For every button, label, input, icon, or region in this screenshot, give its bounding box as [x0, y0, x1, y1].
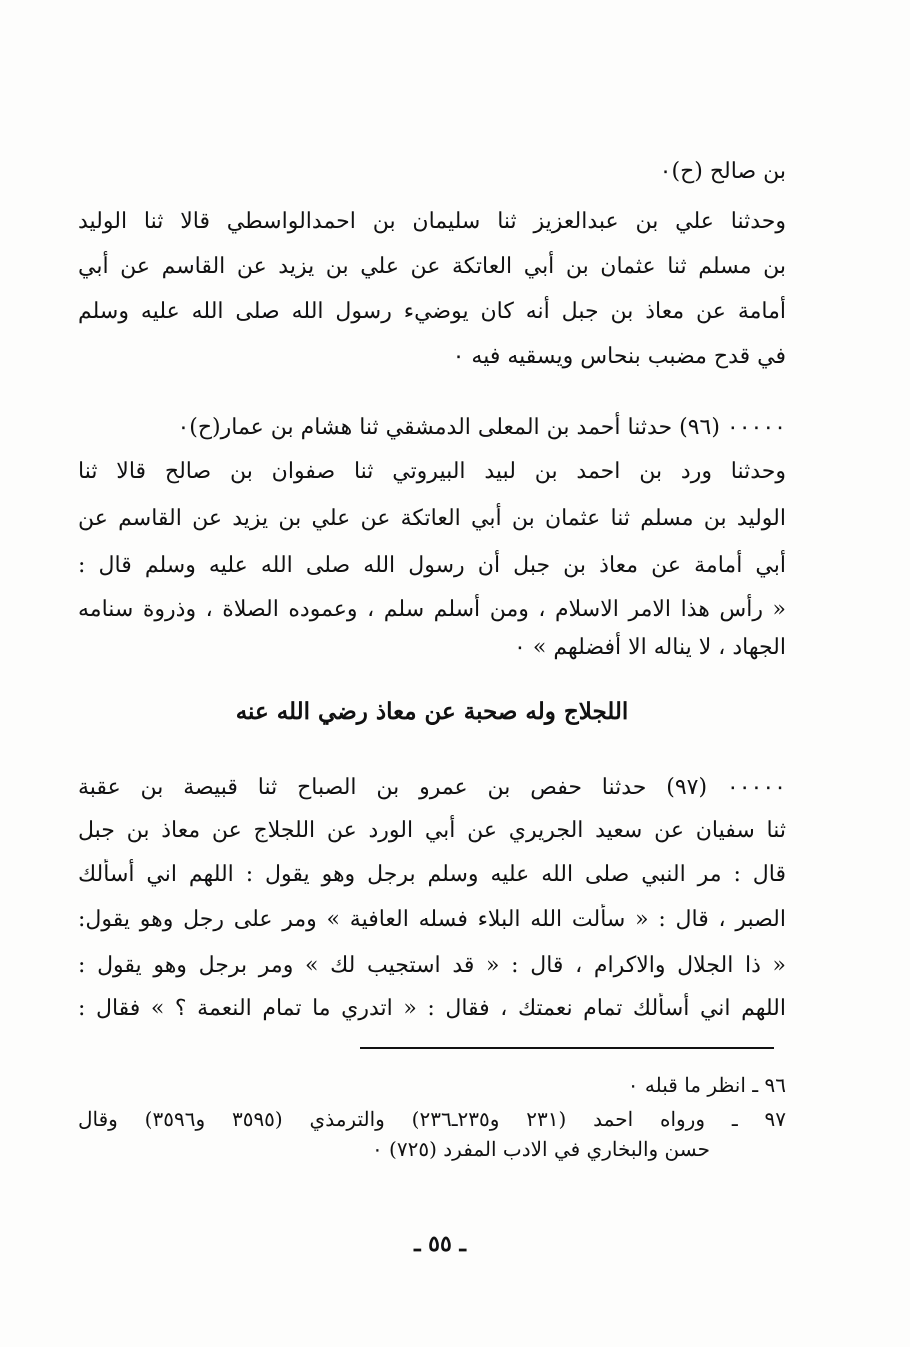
text-line: « رأس هذا الامر الاسلام ، ومن أسلم سلم ، وعموده الصلاة ، وذروة سنامه: [78, 597, 786, 622]
text-line: قال : مر النبي صلى الله عليه وسلم برجل وهو يقول : اللهم اني أسألك: [78, 862, 786, 887]
text-line: ٠٠٠٠٠ (٩٦) حدثنا أحمد بن المعلى الدمشقي ثنا هشام بن عمار(ح)٠: [177, 415, 786, 440]
text-line: في قدح مضبب بنحاس ويسقيه فيه ٠: [452, 344, 786, 369]
text-line: أبي أمامة عن معاذ بن جبل أن رسول الله صلى الله عليه وسلم قال :: [78, 553, 786, 578]
footnote-separator: [360, 1047, 774, 1049]
text-line: أمامة عن معاذ بن جبل أنه كان يوضيء رسول الله صلى الله عليه وسلم: [78, 299, 786, 324]
text-line: اللهم اني أسألك تمام نعمتك ، فقال : « اتدري ما تمام النعمة ؟ » فقال :: [78, 996, 786, 1021]
footnote-97: ٩٧ ـ ورواه احمد (٢٣١ و٢٣٥ـ٢٣٦) والترمذي (٣٥٩٥ و٣٥٩٦) وقال: [78, 1107, 786, 1131]
footnote-96: ٩٦ ـ انظر ما قبله ٠: [627, 1073, 786, 1097]
text-line: وحدثنا علي بن عبدالعزيز ثنا سليمان بن احمدالواسطي قالا ثنا الوليد: [78, 209, 786, 234]
text-line: الصبر ، قال : « سألت الله البلاء فسله العافية » ومر على رجل وهو يقول:: [78, 907, 786, 932]
footnote-97-continuation: حسن والبخاري في الادب المفرد (٧٢٥) ٠: [371, 1137, 710, 1161]
section-heading: اللجلاج وله صحبة عن معاذ رضي الله عنه: [235, 698, 629, 725]
text-line: ٠٠٠٠٠ (٩٧) حدثنا حفص بن عمرو بن الصباح ثنا قبيصة بن عقبة: [78, 775, 786, 800]
text-line: « ذا الجلال والاكرام ، قال : « قد استجيب لك » ومر برجل وهو يقول :: [78, 953, 786, 978]
text-line: الوليد بن مسلم ثنا عثمان بن أبي العاتكة عن علي بن يزيد عن القاسم عن: [78, 506, 786, 531]
text-line: الجهاد ، لا يناله الا أفضلهم » ٠: [514, 635, 786, 660]
text-line: وحدثنا ورد بن احمد بن لبيد البيروتي ثنا صفوان بن صالح قالا ثنا: [78, 459, 786, 484]
page-number: ـ ٥٥ ـ: [414, 1231, 466, 1257]
text-line: بن صالح (ح)٠: [659, 159, 786, 184]
text-line: بن مسلم ثنا عثمان بن أبي العاتكة عن علي بن يزيد عن القاسم عن أبي: [78, 254, 786, 279]
text-line: ثنا سفيان عن سعيد الجريري عن أبي الورد عن اللجلاج عن معاذ بن جبل: [78, 818, 786, 843]
